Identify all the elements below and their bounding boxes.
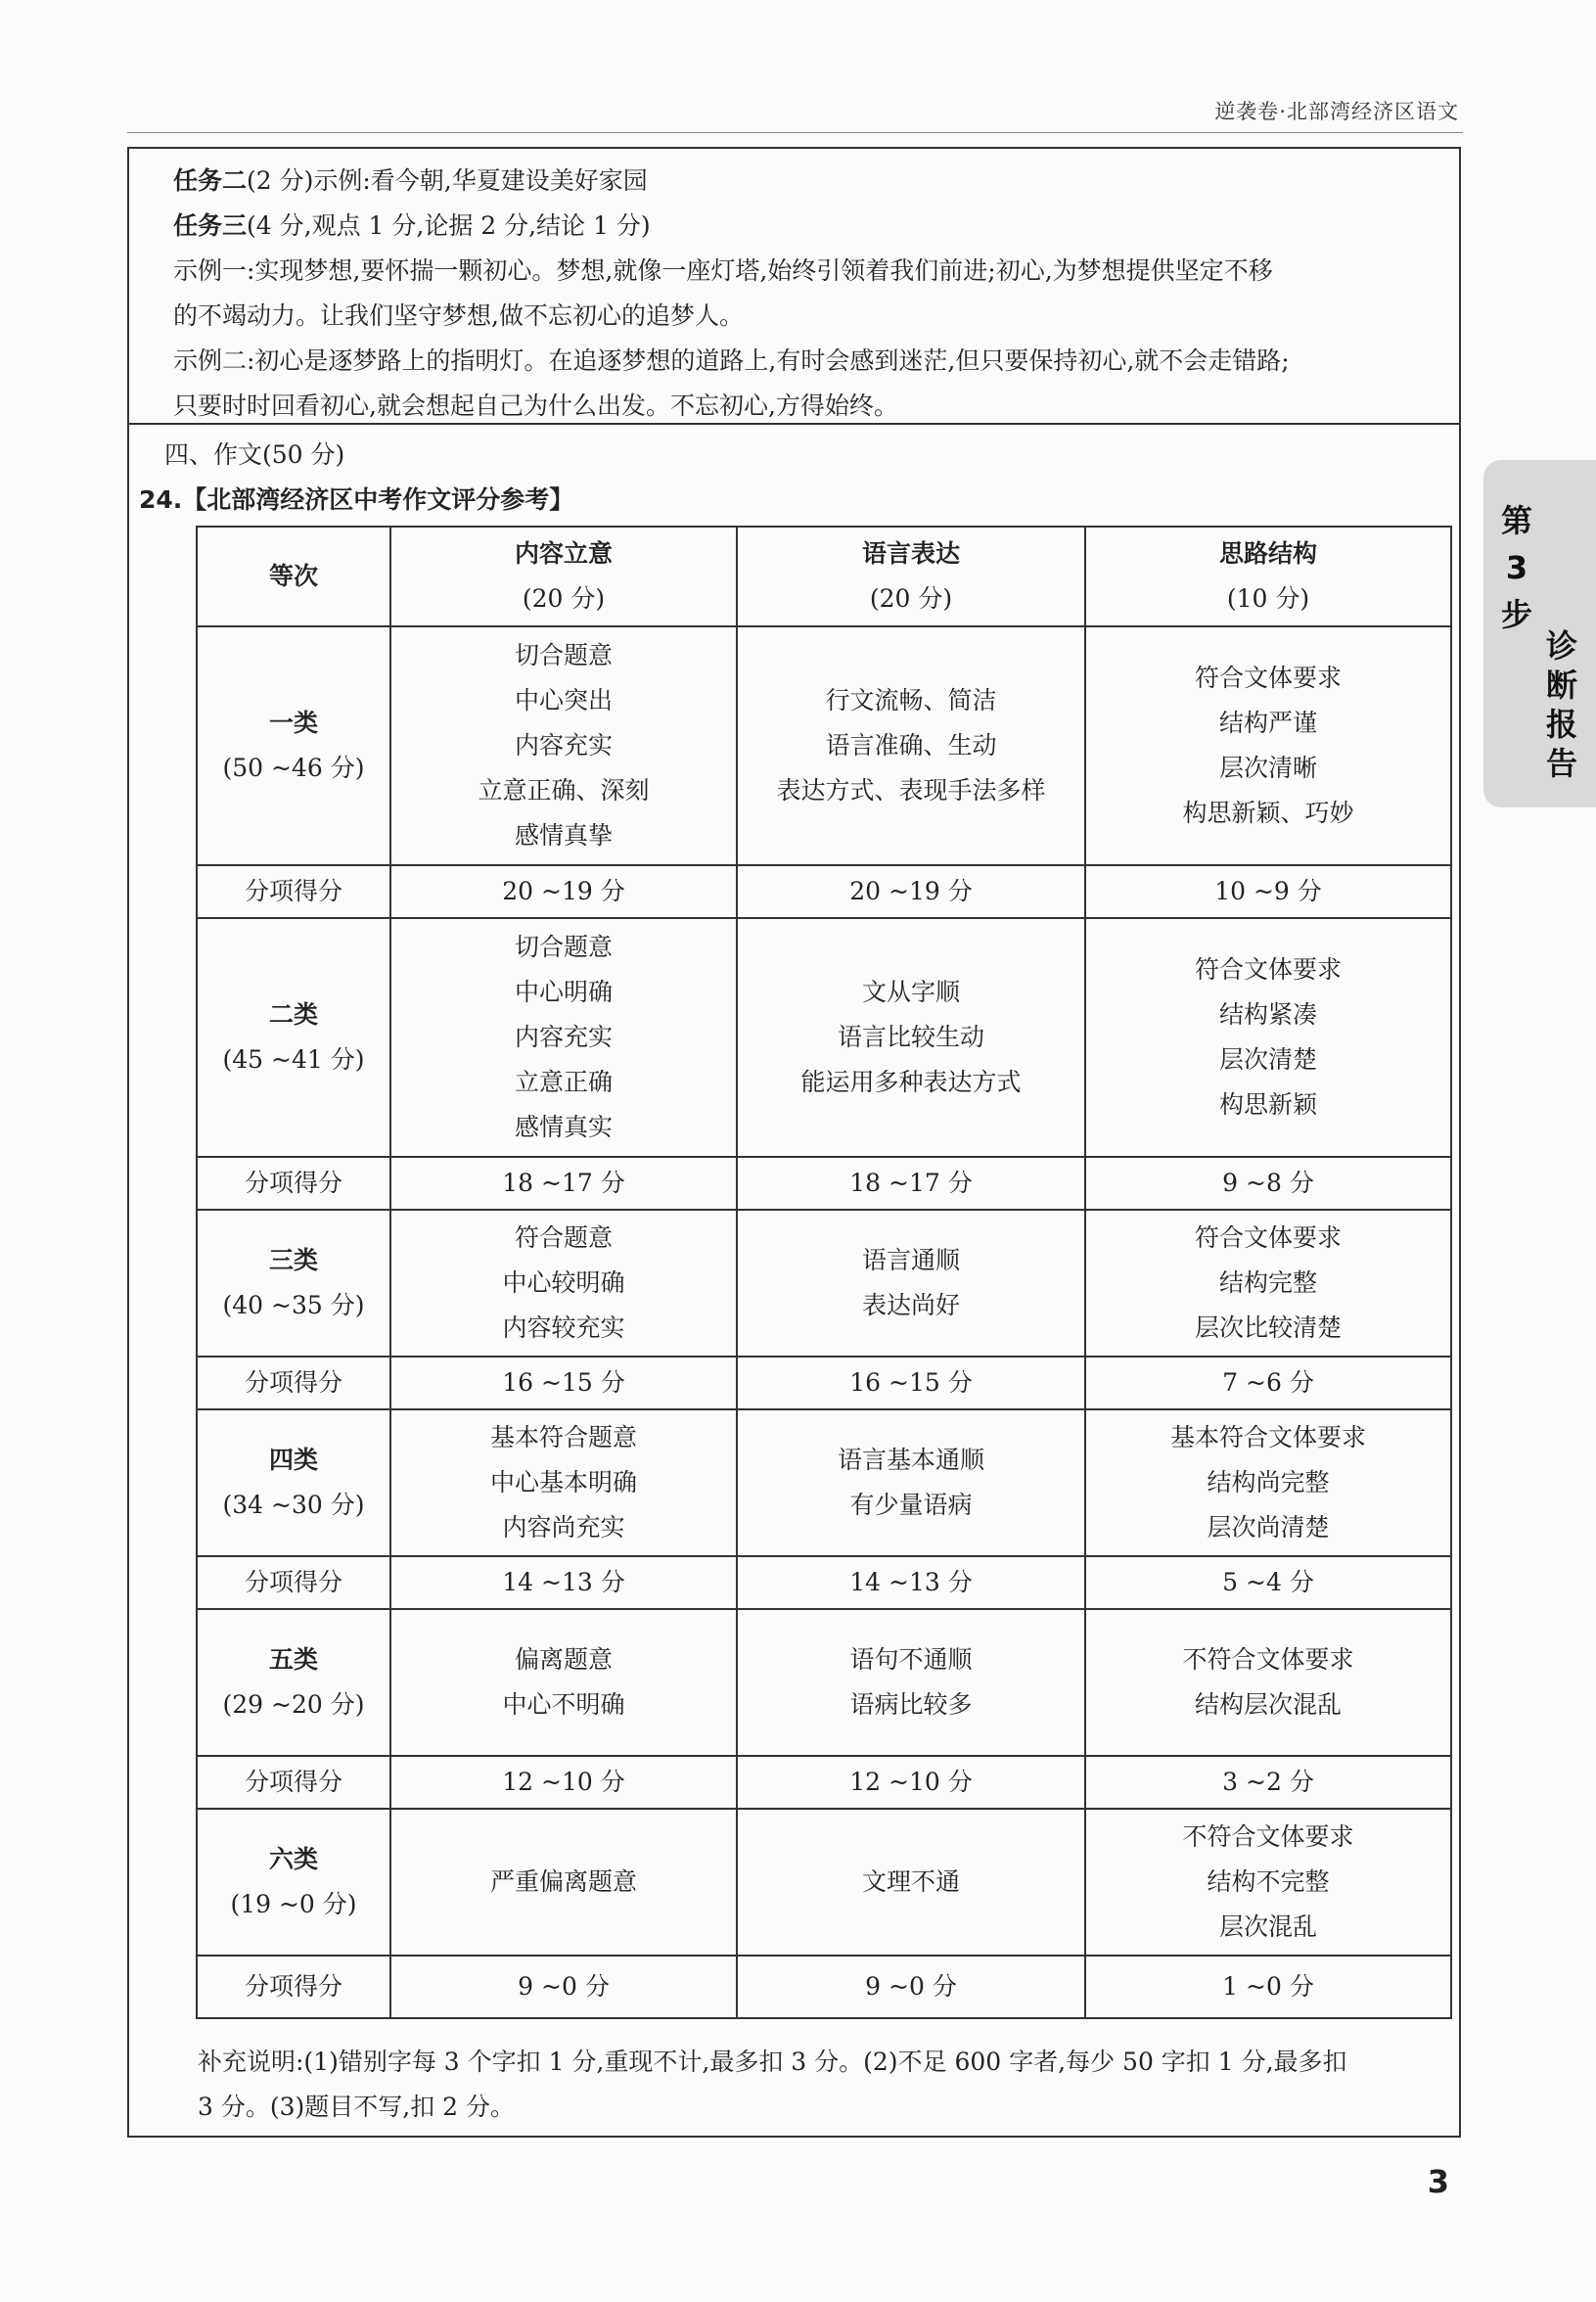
score-value: 9 ~8 分 — [1085, 1157, 1451, 1210]
structure-item: 符合文体要求 — [1194, 1223, 1342, 1252]
content-item: 中心不明确 — [502, 1690, 625, 1719]
section-title: 四、作文(50 分) — [164, 440, 345, 469]
task2-text: (2 分)示例:看今朝,华夏建设美好家园 — [247, 166, 648, 195]
structure-item: 不符合文体要求 — [1182, 1822, 1354, 1851]
task3-text: (4 分,观点 1 分,论据 2 分,结论 1 分) — [247, 211, 651, 240]
structure-item: 结构层次混乱 — [1194, 1690, 1342, 1719]
side-name-char: 报 — [1545, 706, 1577, 743]
grade-name: 三类 — [268, 1246, 318, 1274]
structure-cell — [1085, 1210, 1451, 1357]
grade-range: (50 ~46 分) — [222, 754, 365, 782]
score-value: 10 ~9 分 — [1085, 865, 1451, 918]
grade-cell — [197, 1409, 390, 1556]
content-item: 中心基本明确 — [489, 1468, 637, 1496]
example2-line1: 示例二:初心是逐梦路上的指明灯。在追逐梦想的道路上,有时会感到迷茫,但只要保持初心,就不会走错路; — [173, 346, 1290, 375]
content-item: 中心较明确 — [502, 1268, 625, 1297]
grade-row — [197, 1809, 1451, 1956]
score-label: 分项得分 — [197, 1956, 390, 2018]
score-value: 14 ~13 分 — [390, 1556, 737, 1609]
language-cell — [737, 1609, 1085, 1756]
question-title — [139, 478, 573, 523]
score-row — [197, 1756, 1451, 1809]
language-item: 能运用多种表达方式 — [800, 1068, 1022, 1096]
grade-name: 五类 — [268, 1645, 318, 1674]
structure-cell — [1085, 626, 1451, 865]
grade-row — [197, 1210, 1451, 1357]
content-item: 偏离题意 — [514, 1645, 613, 1674]
header-rule — [127, 132, 1463, 133]
grade-cell — [197, 1210, 390, 1357]
structure-item: 不符合文体要求 — [1182, 1645, 1354, 1674]
score-label: 分项得分 — [197, 1357, 390, 1409]
grade-row — [197, 626, 1451, 865]
side-name-char: 断 — [1545, 667, 1577, 704]
structure-item: 结构不完整 — [1207, 1867, 1330, 1896]
example1-line1: 示例一:实现梦想,要怀揣一颗初心。梦想,就像一座灯塔,始终引领着我们前进;初心,为梦想提供坚定不移 — [173, 256, 1273, 285]
structure-item: 层次清晰 — [1218, 754, 1317, 782]
score-label: 分项得分 — [197, 1756, 390, 1809]
language-item: 文理不通 — [861, 1867, 960, 1896]
structure-item: 结构紧凑 — [1218, 1000, 1317, 1029]
note-line1: 补充说明:(1)错别字每 3 个字扣 1 分,重现不计,最多扣 3 分。(2)不足 600 字者,每少 50 字扣 1 分,最多扣 — [198, 2048, 1347, 2076]
header-language-score: (20 分) — [869, 584, 953, 613]
answer-box-essay — [127, 425, 1461, 2138]
score-value: 5 ~4 分 — [1085, 1556, 1451, 1609]
grade-name: 二类 — [268, 1000, 318, 1029]
grade-rows — [197, 626, 1451, 2018]
side-tab-name — [1542, 626, 1581, 783]
content-item: 内容尚充实 — [502, 1513, 625, 1542]
content-item: 内容较充实 — [502, 1313, 625, 1342]
content-cell — [390, 1210, 737, 1357]
score-value: 12 ~10 分 — [390, 1756, 737, 1809]
score-row — [197, 1357, 1451, 1409]
grade-range: (19 ~0 分) — [230, 1890, 357, 1918]
grade-name: 六类 — [268, 1845, 318, 1873]
grade-range: (29 ~20 分) — [222, 1690, 365, 1719]
structure-item: 层次清楚 — [1218, 1045, 1317, 1074]
content-item: 切合题意 — [514, 933, 613, 961]
answer-box-tasks — [127, 147, 1461, 425]
grading-table — [196, 526, 1452, 2019]
score-value: 16 ~15 分 — [737, 1357, 1085, 1409]
page-number: 3 — [1427, 2163, 1449, 2200]
structure-item: 层次比较清楚 — [1194, 1313, 1342, 1342]
structure-item: 构思新颖 — [1218, 1090, 1317, 1119]
score-label: 分项得分 — [197, 1157, 390, 1210]
structure-cell — [1085, 1809, 1451, 1956]
score-value: 9 ~0 分 — [390, 1956, 737, 2018]
language-item: 语言准确、生动 — [825, 731, 997, 760]
score-row — [197, 865, 1451, 918]
content-item: 符合题意 — [514, 1223, 613, 1252]
language-cell — [737, 1409, 1085, 1556]
language-cell — [737, 1210, 1085, 1357]
example2-line2: 只要时时回看初心,就会想起自己为什么出发。不忘初心,方得始终。 — [173, 391, 898, 420]
header-structure-label: 思路结构 — [1218, 539, 1317, 568]
content-item: 立意正确、深刻 — [478, 776, 650, 805]
example1-line2: 的不竭动力。让我们坚守梦想,做不忘初心的追梦人。 — [173, 301, 744, 330]
language-item: 语言基本通顺 — [837, 1446, 984, 1474]
language-item: 行文流畅、简洁 — [825, 686, 997, 714]
content-item: 基本符合题意 — [489, 1423, 637, 1451]
grade-name: 一类 — [268, 709, 318, 737]
header-structure — [1085, 527, 1451, 626]
score-value: 18 ~17 分 — [390, 1157, 737, 1210]
header-structure-score: (10 分) — [1226, 584, 1310, 613]
content-item: 感情真挚 — [514, 821, 613, 850]
side-step-char: 第 — [1500, 502, 1532, 539]
grade-row — [197, 918, 1451, 1157]
header-grade — [197, 527, 390, 626]
grade-range: (34 ~30 分) — [222, 1491, 365, 1519]
score-value: 7 ~6 分 — [1085, 1357, 1451, 1409]
structure-item: 结构完整 — [1218, 1268, 1317, 1297]
content-item: 中心明确 — [514, 978, 613, 1006]
content-item: 内容充实 — [514, 1023, 613, 1051]
task2-line — [173, 159, 1441, 204]
grade-range: (40 ~35 分) — [222, 1291, 365, 1319]
structure-item: 层次尚清楚 — [1207, 1513, 1330, 1542]
structure-item: 构思新颖、巧妙 — [1182, 799, 1354, 827]
score-label: 分项得分 — [197, 1556, 390, 1609]
content-cell — [390, 1609, 737, 1756]
header-grade-label: 等次 — [268, 562, 318, 590]
language-cell — [737, 626, 1085, 865]
note-line2: 3 分。(3)题目不写,扣 2 分。 — [198, 2093, 516, 2121]
header-content — [390, 527, 737, 626]
task2-label: 任务二 — [173, 166, 248, 195]
language-item: 有少量语病 — [849, 1491, 973, 1519]
header-language-label: 语言表达 — [861, 539, 960, 568]
structure-item: 符合文体要求 — [1194, 664, 1342, 692]
header-content-score: (20 分) — [522, 584, 606, 613]
language-item: 语言通顺 — [861, 1246, 960, 1274]
score-value: 14 ~13 分 — [737, 1556, 1085, 1609]
grade-cell — [197, 918, 390, 1157]
grade-row — [197, 1609, 1451, 1756]
language-item: 文从字顺 — [861, 978, 960, 1006]
structure-item: 基本符合文体要求 — [1169, 1423, 1366, 1451]
score-row — [197, 1157, 1451, 1210]
side-name-char: 告 — [1545, 745, 1577, 782]
score-row — [197, 1556, 1451, 1609]
table-header-row — [197, 527, 1451, 626]
side-name-char: 诊 — [1545, 627, 1577, 665]
structure-item: 层次混乱 — [1218, 1912, 1317, 1941]
language-item: 表达尚好 — [861, 1291, 960, 1319]
structure-item: 符合文体要求 — [1194, 955, 1342, 984]
header-content-label: 内容立意 — [514, 539, 613, 568]
running-header: 逆袭卷·北部湾经济区语文 — [1214, 100, 1459, 123]
supplementary-note — [198, 2040, 1440, 2130]
side-tab-step — [1497, 497, 1536, 638]
score-value: 18 ~17 分 — [737, 1157, 1085, 1210]
language-item: 语言比较生动 — [837, 1023, 984, 1051]
score-value: 20 ~19 分 — [737, 865, 1085, 918]
language-cell — [737, 1809, 1085, 1956]
score-label: 分项得分 — [197, 865, 390, 918]
grade-name: 四类 — [268, 1446, 318, 1474]
language-item: 表达方式、表现手法多样 — [776, 776, 1046, 805]
score-value: 9 ~0 分 — [737, 1956, 1085, 2018]
language-cell — [737, 918, 1085, 1157]
grade-cell — [197, 1809, 390, 1956]
score-value: 16 ~15 分 — [390, 1357, 737, 1409]
score-value: 3 ~2 分 — [1085, 1756, 1451, 1809]
content-item: 严重偏离题意 — [489, 1867, 637, 1896]
header-language — [737, 527, 1085, 626]
grade-row — [197, 1409, 1451, 1556]
side-tab — [1483, 460, 1596, 807]
content-item: 感情真实 — [514, 1113, 613, 1141]
content-item: 内容充实 — [514, 731, 613, 760]
grade-range: (45 ~41 分) — [222, 1045, 365, 1074]
structure-item: 结构尚完整 — [1207, 1468, 1330, 1496]
structure-cell — [1085, 1609, 1451, 1756]
content-cell — [390, 1809, 737, 1956]
content-cell — [390, 918, 737, 1157]
language-item: 语句不通顺 — [849, 1645, 973, 1674]
score-value: 20 ~19 分 — [390, 865, 737, 918]
grade-cell — [197, 1609, 390, 1756]
content-item: 中心突出 — [514, 686, 613, 714]
task3-label: 任务三 — [173, 211, 248, 240]
content-cell — [390, 1409, 737, 1556]
language-item: 语病比较多 — [849, 1690, 973, 1719]
structure-cell — [1085, 918, 1451, 1157]
side-step-char: 3 — [1505, 549, 1528, 586]
score-value: 1 ~0 分 — [1085, 1956, 1451, 2018]
content-item: 立意正确 — [514, 1068, 613, 1096]
content-item: 切合题意 — [514, 641, 613, 669]
structure-cell — [1085, 1409, 1451, 1556]
side-step-char: 步 — [1500, 596, 1532, 633]
task3-line — [173, 204, 1441, 249]
structure-item: 结构严谨 — [1218, 709, 1317, 737]
score-row — [197, 1956, 1451, 2018]
score-value: 12 ~10 分 — [737, 1756, 1085, 1809]
content-cell — [390, 626, 737, 865]
question-heading: 【北部湾经济区中考作文评分参考】 — [182, 485, 574, 514]
grade-cell — [197, 626, 390, 865]
question-number: 24. — [139, 485, 183, 514]
